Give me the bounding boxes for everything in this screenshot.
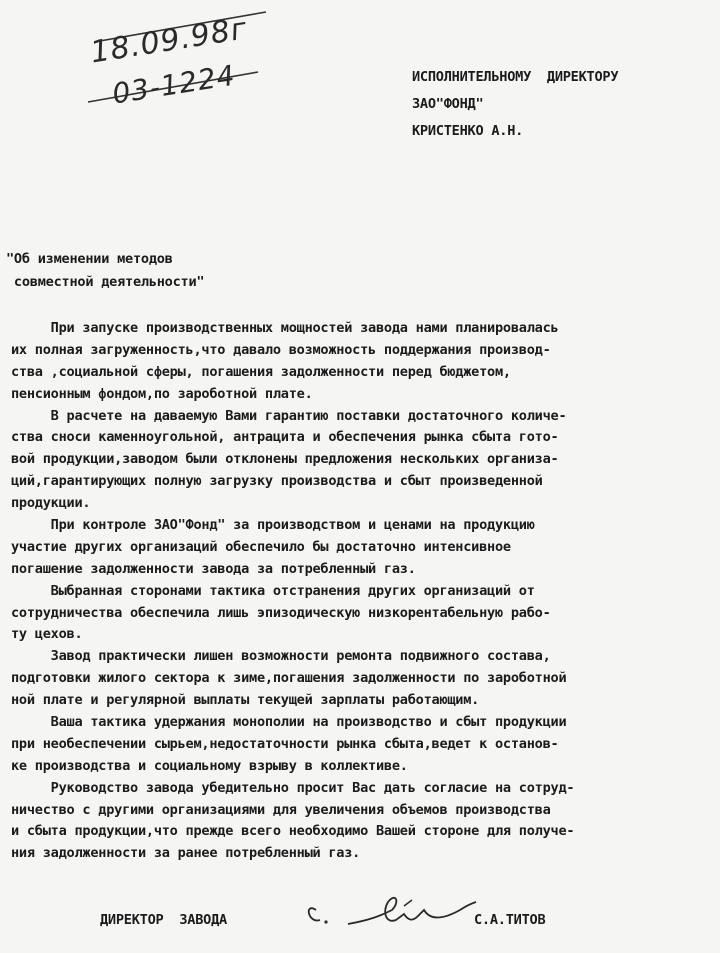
body-line: Ваша тактика удержания монополии на производство и сбыт продукции xyxy=(11,714,567,731)
handwritten-signature xyxy=(300,880,480,936)
body-line: ной плате и регулярной выплаты текущей зарплаты работающим. xyxy=(11,692,480,709)
body-line: ке производства и социальному взрыву в коллективе. xyxy=(11,757,408,774)
body-line: пенсионным фондом,по зароботной плате. xyxy=(11,385,313,402)
addressee-name: КРИСТЕНКО А.Н. xyxy=(412,123,524,139)
body-line: подготовки жилого сектора к зиме,погашения задолженности по зароботной xyxy=(11,670,567,687)
body-line: При запуске производственных мощностей завода нами планировалась xyxy=(11,320,559,336)
subject-line-2: совместной деятельности" xyxy=(6,274,205,290)
body-line: Выбранная сторонами тактика отстранения других организаций от xyxy=(11,582,535,599)
body-line: погашение задолженности завода за потребленный газ. xyxy=(11,560,416,577)
body-line: ций,гарантирующих полную загрузку производства и сбыт произведенной xyxy=(11,473,543,490)
signatory-title: ДИРЕКТОР ЗАВОДА xyxy=(100,912,227,928)
body-line: при необеспечении сырьем,недостаточности рынка сбыта,ведет к останов- xyxy=(11,735,559,752)
handwritten-date: 18.09.98г xyxy=(88,11,250,71)
body-line: ства ,социальной сферы, погашения задолженности перед бюджетом, xyxy=(11,363,511,380)
body-line: и сбыта продукции,что прежде всего необходимо Вашей стороне для получе- xyxy=(11,823,575,840)
body-line: При контроле ЗАО"Фонд" за производством и ценами на продукцию xyxy=(11,517,535,534)
addressee-block xyxy=(412,64,618,145)
body-line: участие других организаций обеспечило бы достаточно интенсивное xyxy=(11,538,511,555)
addressee-company: ЗАО"ФОНД" xyxy=(412,96,484,112)
addressee-position: ИСПОЛНИТЕЛЬНОМУ ДИРЕКТОРУ xyxy=(412,69,619,85)
letter-subject xyxy=(6,248,204,294)
subject-line-1: "Об изменении методов xyxy=(6,251,173,267)
body-line: Завод практически лишен возможности ремонта подвижного состава, xyxy=(11,648,551,665)
body-line: ства сноси каменноугольной, антрацита и обеспечения рынка сбыта гото- xyxy=(11,429,559,446)
body-line: ния задолженности за ранее потребленный газ. xyxy=(11,845,361,862)
signature-block xyxy=(100,912,700,934)
handwritten-ref-number: 03-1224 xyxy=(110,58,238,111)
letter-body xyxy=(11,318,711,865)
body-line: их полная загруженность,что давало возможность поддержания производ- xyxy=(11,341,551,358)
body-line: Руководство завода убедительно просит Вас дать согласие на сотруд- xyxy=(11,779,575,796)
body-line: вой продукции,заводом были отклонены предложения нескольких организа- xyxy=(11,451,559,468)
body-line: продукции. xyxy=(11,495,91,512)
body-line: ничество с другими организациями для увеличения объемов производства xyxy=(11,801,551,818)
body-line: сотрудничества обеспечила лишь эпизодическую низкорентабельную рабо- xyxy=(11,604,551,621)
body-line: В расчете на даваемую Вами гарантию поставки достаточного количе- xyxy=(11,407,567,424)
signatory-name: С.А.ТИТОВ xyxy=(474,912,546,928)
body-line: ту цехов. xyxy=(11,626,83,643)
